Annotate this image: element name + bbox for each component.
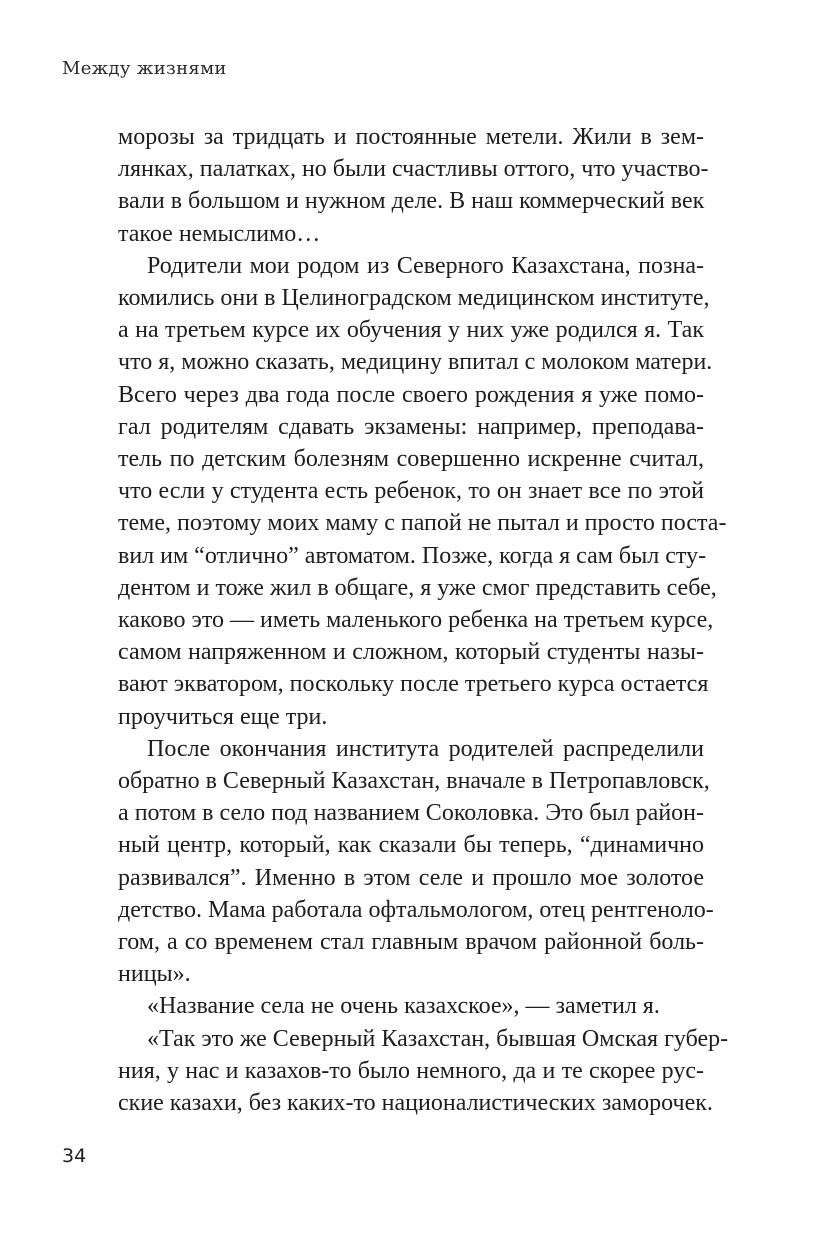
text-line: а на третьем курсе их обучения у них уже родился я. Так: [118, 317, 704, 344]
text-line: «Название села не очень казахское», — заметил я.: [147, 993, 660, 1020]
paragraph: [118, 250, 727, 733]
text-line: После окончания института родителей распределили: [147, 735, 704, 762]
text-line: проучиться еще три.: [118, 703, 328, 730]
text-line: гал родителям сдавать экзамены: например, преподава-: [118, 413, 704, 440]
page-number: 34: [62, 1145, 87, 1167]
text-line: ный центр, который, как сказали бы теперь, “динамично: [118, 832, 704, 859]
running-head: Между жизнями: [62, 58, 227, 79]
text-line: комились они в Целиноградском медицинском институте,: [118, 285, 710, 312]
paragraph: [118, 1023, 729, 1120]
text-line: что я, можно сказать, медицину впитал с молоком матери.: [118, 349, 713, 376]
text-line: вали в большом и нужном деле. В наш коммерческий век: [118, 188, 705, 215]
text-line: развивался”. Именно в этом селе и прошло мое золотое: [118, 864, 704, 891]
paragraph: [118, 733, 714, 991]
text-line: Всего через два года после своего рождения я уже помо-: [118, 381, 704, 408]
text-line: вают экватором, поскольку после третьего курса остается: [118, 671, 709, 698]
text-line: вил им “отлично” автоматом. Позже, когда я сам был сту-: [118, 542, 707, 569]
text-line: детство. Мама работала офтальмологом, отец рентгеноло-: [118, 896, 714, 923]
text-line: самом напряженном и сложном, который студенты назы-: [118, 639, 704, 666]
text-line: тель по детским болезням совершенно искренне считал,: [118, 446, 704, 473]
paragraph: [118, 990, 704, 1022]
text-line: Родители мои родом из Северного Казахстана, позна-: [147, 252, 704, 279]
text-line: а потом в село под названием Соколовка. Это был район-: [118, 800, 704, 827]
text-line: ские казахи, без каких-то националистических заморочек.: [118, 1090, 713, 1117]
text-line: «Так это же Северный Казахстан, бывшая Омская губер-: [147, 1025, 729, 1052]
text-line: такое немыслимо…: [118, 220, 321, 247]
text-line: лянках, палатках, но были счастливы оттого, что участво-: [118, 156, 709, 183]
text-line: обратно в Северный Казахстан, вначале в Петропавловск,: [118, 768, 710, 795]
text-line: теме, поэтому моих маму с папой не пытал и просто поста-: [118, 510, 727, 537]
body-text: [118, 121, 729, 1119]
text-line: каково это — иметь маленького ребенка на третьем курсе,: [118, 607, 714, 634]
text-line: ния, у нас и казахов-то было немного, да и те скорее рус-: [118, 1057, 704, 1084]
text-line: морозы за тридцать и постоянные метели. Жили в зем-: [118, 124, 704, 150]
text-line: ницы».: [118, 961, 191, 988]
text-line: что если у студента есть ребенок, то он знает все по этой: [118, 478, 704, 505]
text-line: гом, а со временем стал главным врачом районной боль-: [118, 929, 704, 956]
paragraph: [118, 121, 709, 250]
text-line: дентом и тоже жил в общаге, я уже смог представить себе,: [118, 574, 717, 601]
